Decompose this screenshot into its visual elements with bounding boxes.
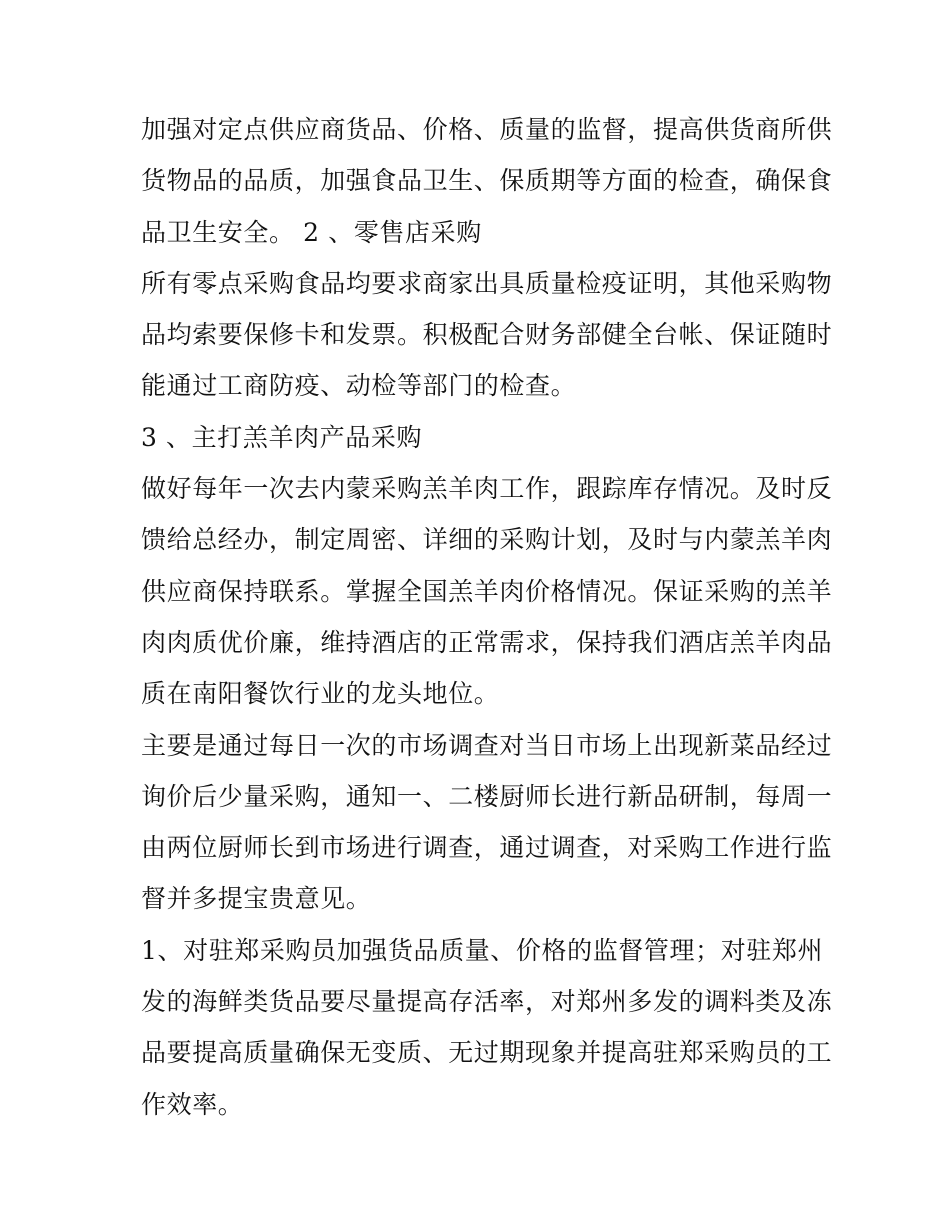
text-line: 品卫生安全。 2 、零售店采购 [141, 217, 482, 247]
text-line: 1、对驻郑采购员加强货品质量、价格的监督管理；对驻郑州 [141, 935, 824, 965]
text-line: 供应商保持联系。掌握全国羔羊肉价格情况。保证采购的羔羊 [141, 576, 833, 606]
text-line: 馈给总经办，制定周密、详细的采购计划，及时与内蒙羔羊肉 [141, 525, 833, 555]
document-body [141, 104, 833, 1130]
text-line: 质在南阳餐饮行业的龙头地位。 [141, 679, 500, 709]
text-line: 肉肉质优价廉，维持酒店的正常需求，保持我们酒店羔羊肉品 [141, 627, 833, 657]
text-line: 货物品的品质，加强食品卫生、保质期等方面的检查，确保食 [141, 166, 833, 196]
text-line: 主要是通过每日一次的市场调查对当日市场上出现新菜品经过 [141, 730, 833, 760]
text-line: 作效率。 [141, 1089, 244, 1119]
text-line: 所有零点采购食品均要求商家出具质量检疫证明，其他采购物 [141, 268, 833, 298]
section-heading: 3 、主打羔羊肉产品采购 [141, 422, 423, 452]
text-line: 加强对定点供应商货品、价格、质量的监督，提高供货商所供 [141, 115, 833, 144]
text-line: 品要提高质量确保无变质、无过期现象并提高驻郑采购员的工 [141, 1038, 833, 1068]
text-line: 询价后少量采购，通知一、二楼厨师长进行新品研制，每周一 [141, 781, 833, 811]
text-line: 督并多提宝贵意见。 [141, 884, 372, 914]
text-line: 由两位厨师长到市场进行调查，通过调查，对采购工作进行监 [141, 833, 833, 863]
text-line: 做好每年一次去内蒙采购羔羊肉工作，跟踪库存情况。及时反 [141, 474, 833, 504]
text-line: 发的海鲜类货品要尽量提高存活率，对郑州多发的调料类及冻 [141, 987, 833, 1017]
text-line: 品均索要保修卡和发票。积极配合财务部健全台帐、保证随时 [141, 320, 833, 350]
text-line: 能通过工商防疫、动检等部门的检查。 [141, 371, 577, 401]
